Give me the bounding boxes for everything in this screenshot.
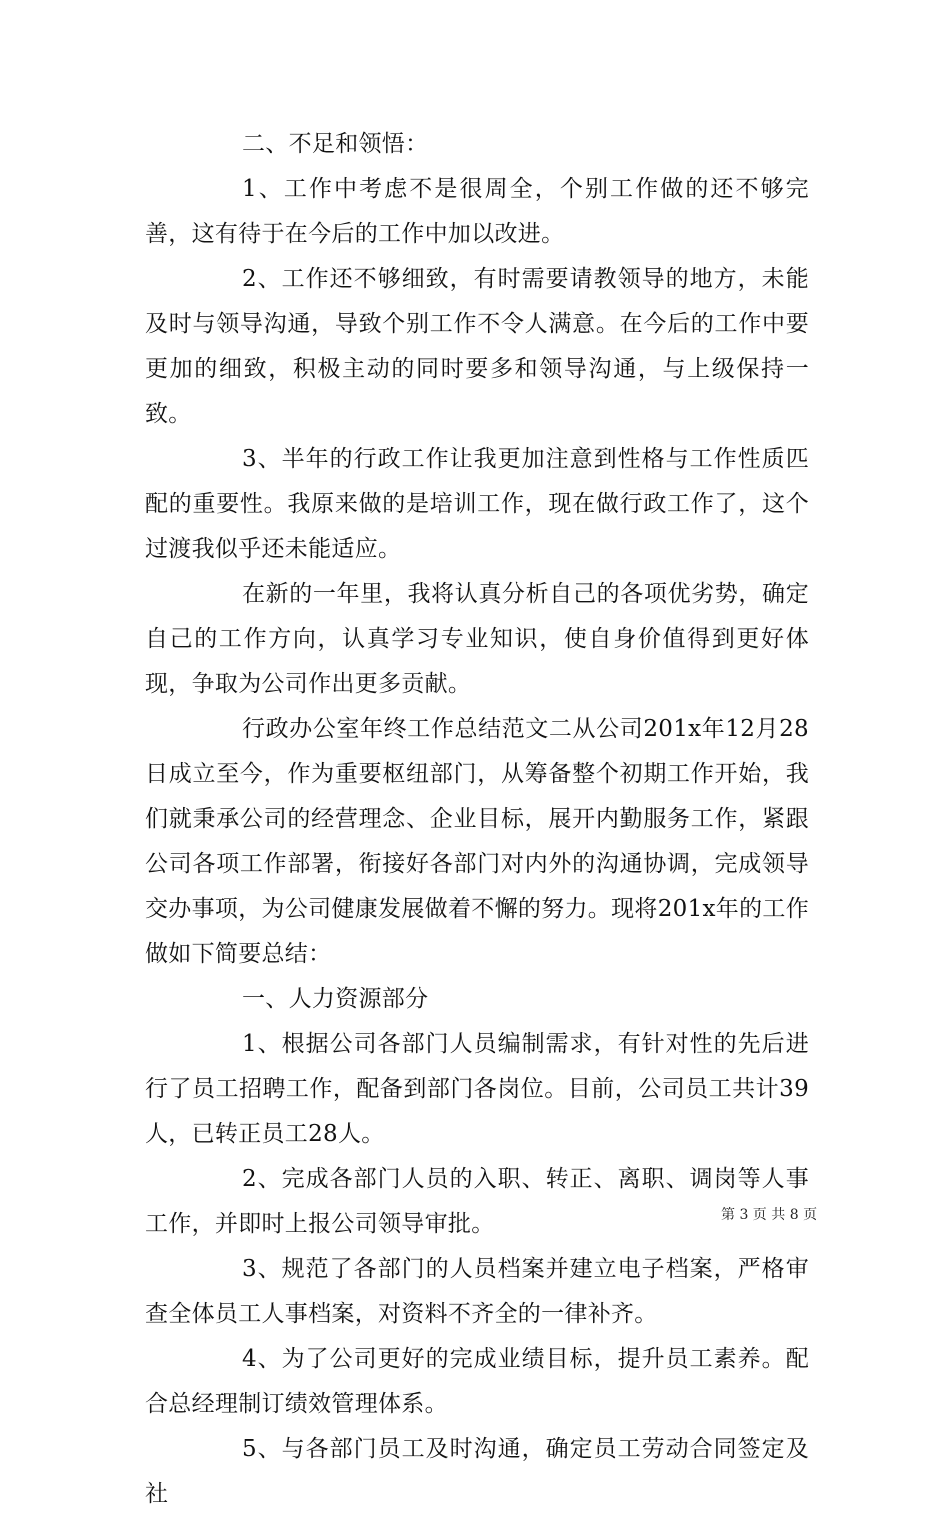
paragraph-summary-intro: 行政办公室年终工作总结范文二从公司201x年12月28日成立至今，作为重要枢纽部门，从筹备整个初期工作开始，我们就秉承公司的经营理念、企业目标，展开内勤服务工作，紧跟公司各项工作部署，衔接好各部门对内外的沟通协调，完成领导交办事项，为公司健康发展做着不懈的努力。现将201x年的工作做如下简要总结： [145, 716, 809, 967]
paragraph-shortcoming-3: 3、半年的行政工作让我更加注意到性格与工作性质匹配的重要性。我原来做的是培训工作，现在做行政工作了，这个过渡我似乎还未能适应。 [145, 446, 809, 562]
page-number: 第 3 页 共 8 页 [721, 1207, 818, 1223]
section-heading-hr: 一、人力资源部分 [242, 986, 429, 1012]
paragraph-new-year-plan: 在新的一年里，我将认真分析自己的各项优劣势，确定自己的工作方向，认真学习专业知识，使自身价值得到更好体现，争取为公司作出更多贡献。 [145, 581, 809, 697]
paragraph-hr-3: 3、规范了各部门的人员档案并建立电子档案，严格审查全体员工人事档案，对资料不齐全的一律补齐。 [145, 1256, 809, 1327]
document-body [145, 122, 809, 1517]
paragraph-shortcoming-1: 1、工作中考虑不是很周全，个别工作做的还不够完善，这有待于在今后的工作中加以改进。 [145, 176, 809, 247]
section-heading-shortcomings: 二、不足和领悟： [242, 131, 429, 157]
paragraph-hr-2: 2、完成各部门人员的入职、转正、离职、调岗等人事工作，并即时上报公司领导审批。 [145, 1166, 809, 1237]
paragraph-hr-5: 5、与各部门员工及时沟通，确定员工劳动合同签定及社 [145, 1436, 809, 1507]
paragraph-hr-4: 4、为了公司更好的完成业绩目标，提升员工素养。配合总经理制订绩效管理体系。 [145, 1346, 809, 1417]
paragraph-shortcoming-2: 2、工作还不够细致，有时需要请教领导的地方，未能及时与领导沟通，导致个别工作不令人满意。在今后的工作中要更加的细致，积极主动的同时要多和领导沟通，与上级保持一致。 [145, 266, 809, 427]
paragraph-hr-1: 1、根据公司各部门人员编制需求，有针对性的先后进行了员工招聘工作，配备到部门各岗位。目前，公司员工共计39人，已转正员工28人。 [145, 1031, 809, 1147]
